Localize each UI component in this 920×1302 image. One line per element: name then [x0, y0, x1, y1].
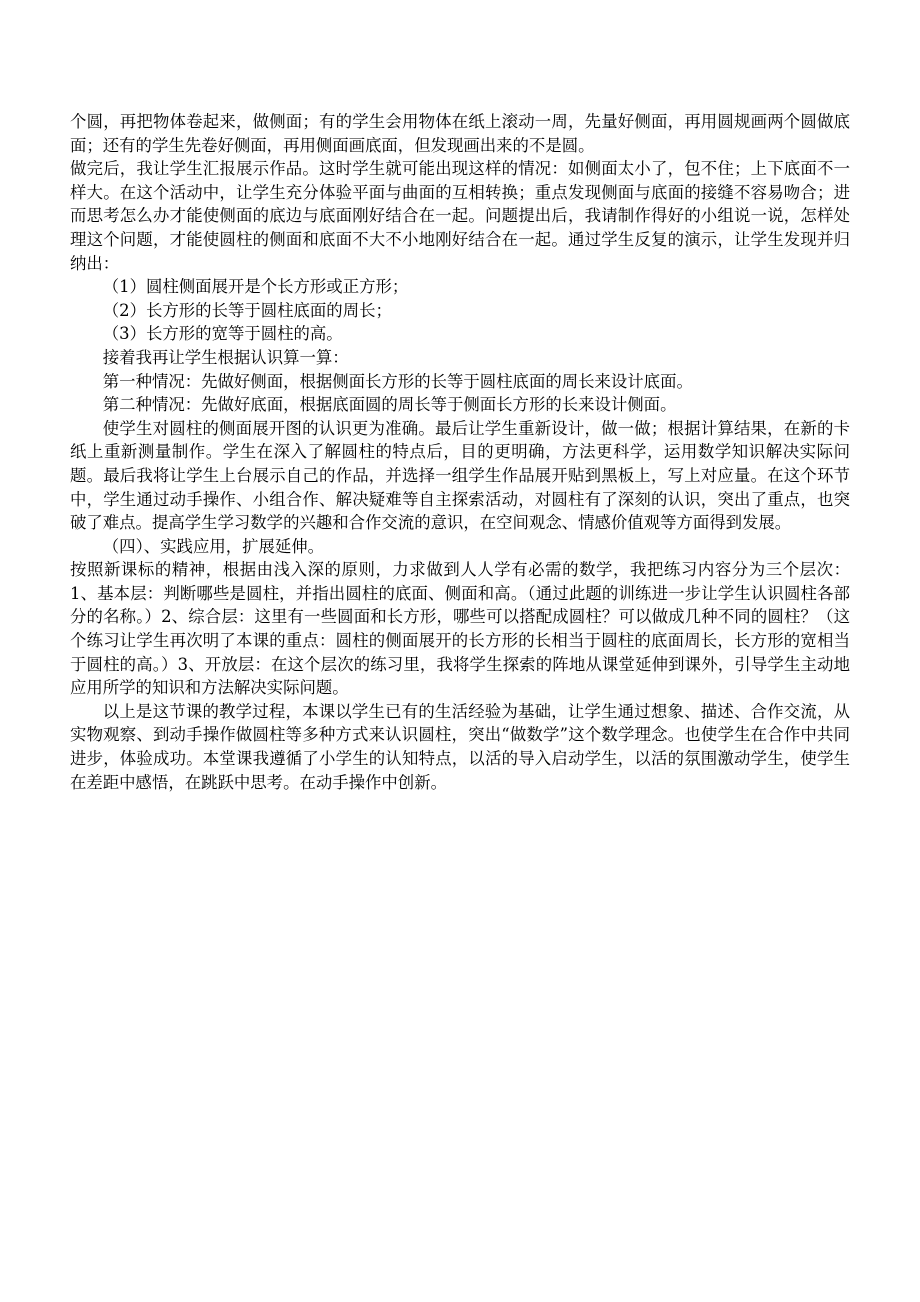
paragraph-continued: 个圆，再把物体卷起来，做侧面；有的学生会用物体在纸上滚动一周，先量好侧面，再用圆规画两个圆做底面；还有的学生先卷好侧面，再用侧面画底面，但发现画出来的不是圆。	[70, 112, 850, 155]
paragraph-exercises: 按照新课标的精神，根据由浅入深的原则，力求做到人人学有必需的数学，我把练习内容分为三个层次：1、基本层：判断哪些是圆柱，并指出圆柱的底面、侧面和高。（通过此题的训练进一步让学生认识圆柱各部分的名称。）2、综合层：这里有一些圆面和长方形，哪些可以搭配成圆柱？可以做成几种不同的圆柱？（这个练习让学生再次明了本课的重点：圆柱的侧面展开的长方形的长相当于圆柱的底面周长，长方形的宽相当于圆柱的高。）3、开放层：在这个层次的练习里，我将学生探索的阵地从课堂延伸到课外，引导学生主动地应用所学的知识和方法解决实际问题。	[70, 560, 850, 698]
list-item-3: （3）长方形的宽等于圆柱的高。	[102, 324, 343, 344]
paragraph-case-two: 第二种情况：先做好底面，根据底面圆的周长等于侧面长方形的长来设计侧面。	[102, 395, 677, 415]
paragraph-redesign: 使学生对圆柱的侧面展开图的认识更为准确。最后让学生重新设计，做一做；根据计算结果，在新的卡纸上重新测量制作。学生在深入了解圆柱的特点后，目的更明确，方法更科学，运用数学知识解决实际问题。最后我将让学生上台展示自己的作品，并选择一组学生作品展开贴到黑板上，写上对应量。在这个环节中，学生通过动手操作、小组合作、解决疑难等自主探索活动，对圆柱有了深刻的认识，突出了重点，也突破了难点。提高学生学习数学的兴趣和合作交流的意识，在空间观念、情感价值观等方面得到发展。	[70, 418, 850, 533]
paragraph-calculate-intro: 接着我再让学生根据认识算一算：	[102, 347, 349, 367]
paragraph-presentation: 做完后，我让学生汇报展示作品。这时学生就可能出现这样的情况：如侧面太小了，包不住；上下底面不一样大。在这个活动中，让学生充分体验平面与曲面的互相转换；重点发现侧面与底面的接缝不容易吻合；进而思考怎么办才能使侧面的底边与底面刚好结合在一起。问题提出后，我请制作得好的小组说一说，怎样处理这个问题，才能使圆柱的侧面和底面不大不小地刚好结合在一起。通过学生反复的演示，让学生发现并归纳出：	[70, 159, 850, 273]
document-body	[70, 110, 850, 794]
paragraph-summary: 以上是这节课的教学过程，本课以学生已有的生活经验为基础，让学生通过想象、描述、合作交流，从实物观察、到动手操作做圆柱等多种方式来认识圆柱，突出“做数学”这个数学理念。也使学生在合作中共同进步，体验成功。本堂课我遵循了小学生的认知特点，以活的导入启动学生，以活的氛围激动学生，使学生在差距中感悟，在跳跃中思考。在动手操作中创新。	[70, 701, 850, 792]
paragraph-case-one: 第一种情况：先做好侧面，根据侧面长方形的长等于圆柱底面的周长来设计底面。	[102, 371, 693, 391]
list-item-2: （2）长方形的长等于圆柱底面的周长；	[102, 300, 392, 320]
list-item-1: （1）圆柱侧面展开是个长方形或正方形；	[102, 277, 409, 297]
section-heading-practice: （四）、实践应用，扩展延伸。	[102, 536, 325, 556]
